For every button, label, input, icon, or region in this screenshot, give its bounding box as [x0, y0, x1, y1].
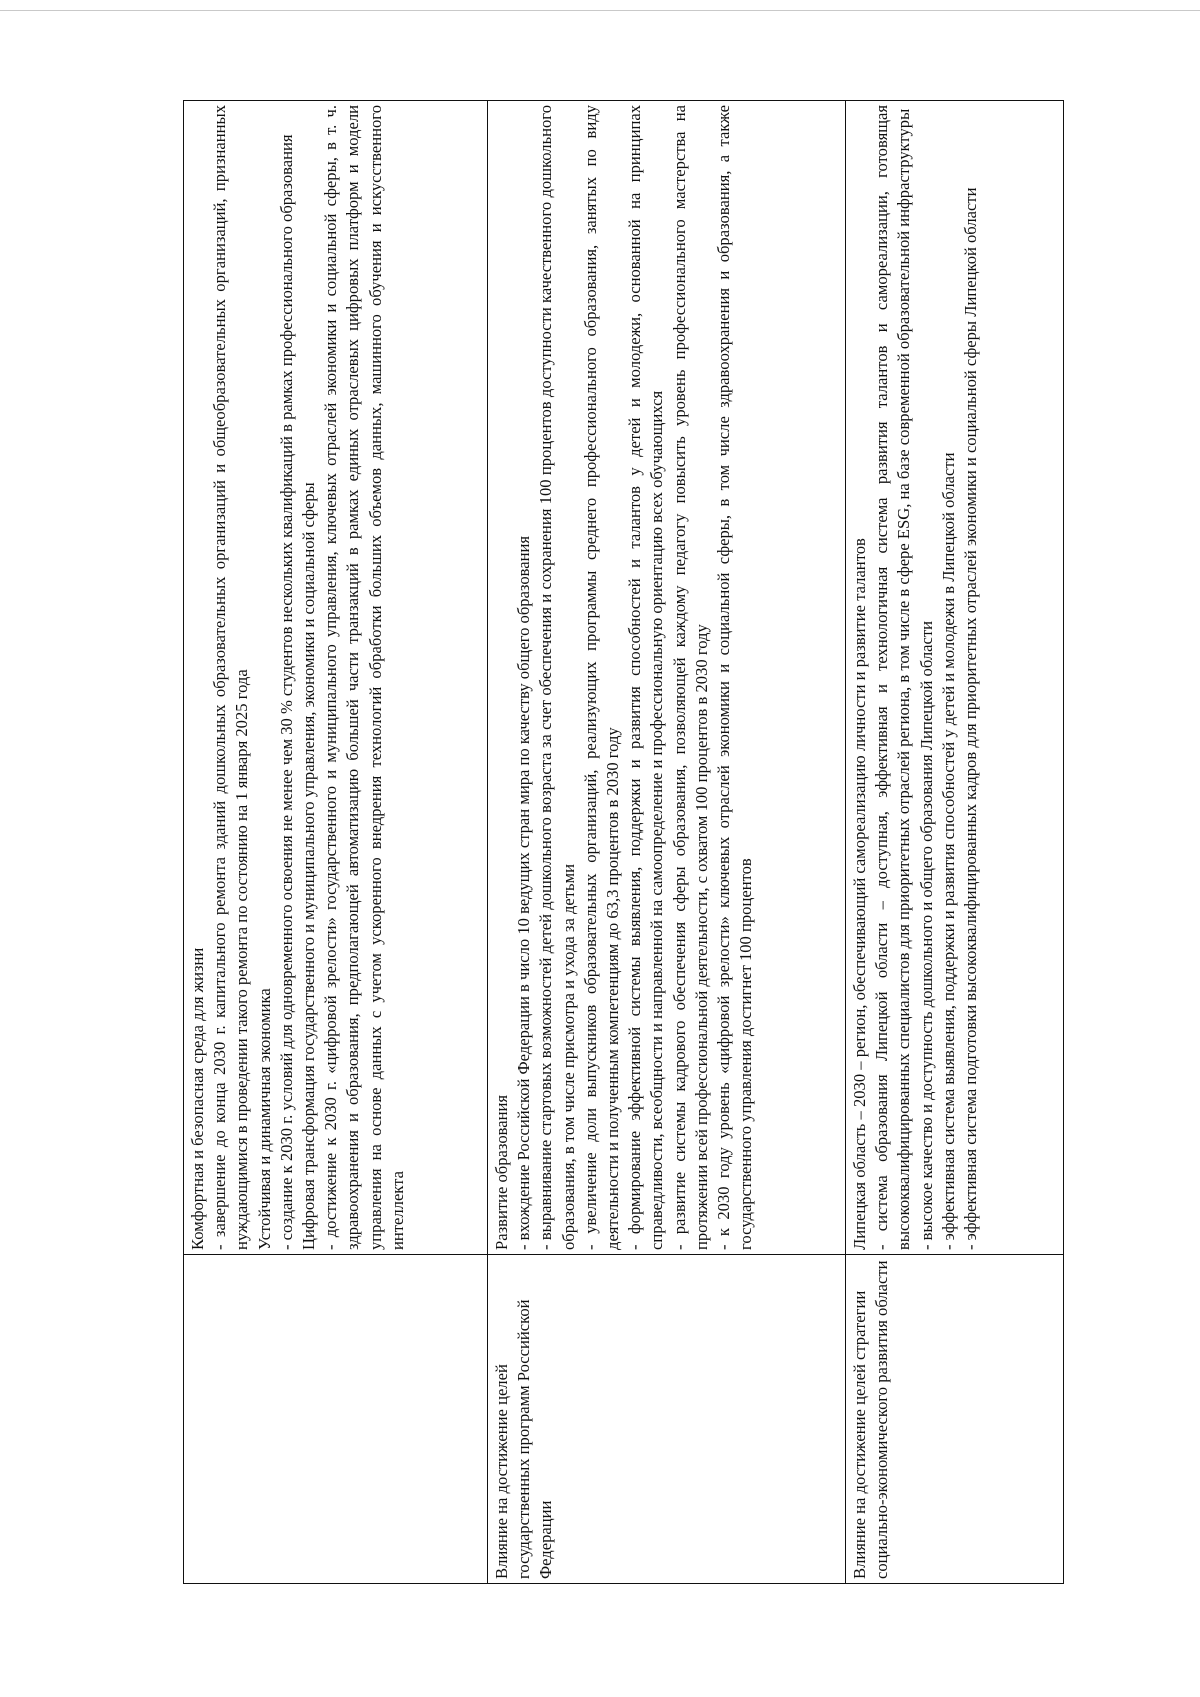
section-heading: Цифровая трансформация государственного и муниципального управления, экономики и социальной сферы	[299, 482, 319, 1250]
section-heading: Устойчивая и динамичная экономика	[254, 988, 274, 1250]
bullet-text: - увеличение доли выпускников образовательных организаций, реализующих программы среднего профессионального образования, занятых по виду деятельности и полученным компетенциям до 63,3 процентов в 2030 году	[580, 105, 623, 1250]
section-heading: Развитие образования	[492, 1094, 511, 1250]
row-label-cell: Влияние на достижение целей стратегии социально-экономического развития области	[846, 1255, 1064, 1584]
row-label-cell	[184, 1255, 488, 1584]
section-heading: Липецкая область – 2030 – регион, обеспечивающий самореализацию личности и развитие талантов	[850, 538, 869, 1250]
row-content-cell	[488, 101, 846, 1255]
rotated-page	[183, 100, 1063, 1584]
row-label-cell: Влияние на достижение целей государственных программ Российской Федерации	[488, 1255, 846, 1584]
bullet-text: - достижение к 2030 г. «цифровой зрелости» государственного и муниципального управления, ключевых отраслей экономики и социальной сферы, в т. ч. здравоохранения и образования, предполагающей автоматизацию большей части транзакций в рамках единых отраслевых цифровых платформ и модели управления на основе данных с учетом ускоренного внедрения технологий обработки больших объемов данных, машинного обучения и искусственного интеллекта	[321, 105, 407, 1250]
table-row	[846, 101, 1064, 1584]
bullet-text: - выравнивание стартовых возможностей детей дошкольного возраста за счет обеспечения и сохранения 100 процентов доступности качественного дошкольного образования, в том числе присмотра и ухода за детьми	[536, 105, 578, 1250]
row-content-cell	[846, 101, 1064, 1255]
bullet-text: - вхождение Российской Федерации в число 10 ведущих стран мира по качеству общего образования	[514, 535, 534, 1250]
bullet-text: - развитие системы кадрового обеспечения сферы образования, позволяющей каждому педагогу повысить уровень профессионального мастерства на протяжении всей профессиональной деятельности, с охватом 100 процентов в 2030 году	[669, 105, 711, 1250]
row-content-cell	[184, 101, 488, 1255]
bullet-text: - создание к 2030 г. условий для одновременного освоения не менее чем 30 % студентов нескольких квалификаций в рамках профессионального образования	[276, 134, 296, 1250]
bullet-text: - высокое качество и доступность дошкольного и общего образования Липецкой области	[916, 620, 936, 1250]
table-row	[184, 101, 488, 1584]
program-impact-table	[183, 100, 1064, 1584]
table-row	[488, 101, 846, 1584]
bullet-text: - завершение до конца 2030 г. капитального ремонта зданий дошкольных образовательных организаций и общеобразовательных организаций, признанных нуждающимися в проведении такого ремонта по состоянию на 1 января 2025 года	[210, 105, 252, 1250]
bullet-text: - к 2030 году уровень «цифровой зрелости» ключевых отраслей экономики и социальной сферы, в том числе здравоохранения и образования, а также государственного управления достигнет 100 процентов	[714, 105, 756, 1250]
section-heading: Комфортная и безопасная среда для жизни	[188, 947, 207, 1250]
bullet-text: - эффективная система подготовки высококвалифицированных кадров для приоритетных отраслей экономики и социальной сферы Липецкой области	[961, 187, 981, 1250]
bullet-text: - система образования Липецкой области – доступная, эффективная и технологичная система развития талантов и самореализации, готовящая высококвалифицированных специалистов для приоритетных отраслей региона, в том числе в сфере ESG, на базе современной образовательной инфраструктуры	[872, 105, 914, 1250]
scan-edge-line	[0, 10, 1200, 11]
bullet-text: - формирование эффективной системы выявления, поддержки и развития способностей и талантов у детей и молодежи, основанной на принципах справедливости, всеобщности и направленной на самоопределение и профессиональную ориентацию всех обучающихся	[625, 105, 667, 1250]
bullet-text: - эффективная система выявления, поддержки и развития способностей у детей и молодежи в Липецкой области	[938, 452, 958, 1250]
